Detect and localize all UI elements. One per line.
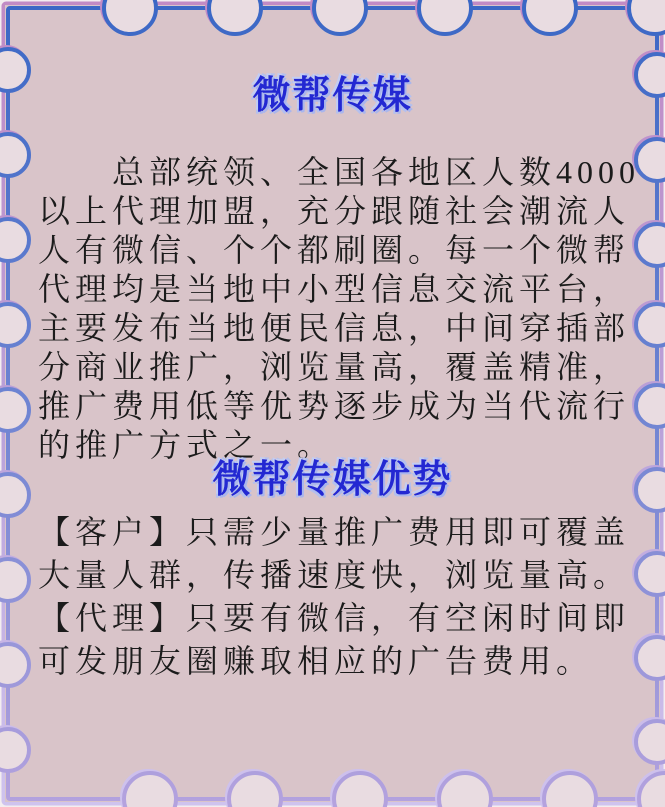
text-line: 可发朋友圈赚取相应的广告费用。 (38, 643, 594, 679)
heading-weibang-media: 微帮传媒 (252, 75, 413, 117)
text-line: 推广费用低等优势逐步成为当代流行 (38, 388, 631, 424)
text-line: 【代理】只要有微信，有空闲时间即 (38, 600, 631, 636)
text-line: 的推广方式之一。 (38, 427, 335, 463)
text-line: 总部统领、全国各地区人数4000 (112, 154, 641, 190)
text-line: 人有微信、个个都刷圈。每一个微帮 (38, 232, 631, 268)
text-line: 以上代理加盟，充分跟随社会潮流人 (38, 193, 631, 229)
text-line: 代理均是当地中小型信息交流平台， (38, 271, 631, 307)
text-line: 大量人群，传播速度快，浏览量高。 (38, 557, 631, 593)
advantages-paragraph (38, 511, 634, 683)
text-line: 主要发布当地便民信息，中间穿插部 (38, 310, 631, 346)
text-line: 【客户】只需少量推广费用即可覆盖 (38, 514, 631, 550)
heading-weibang-advantages: 微帮传媒优势 (212, 459, 453, 501)
intro-paragraph (38, 153, 641, 465)
text-line: 分商业推广，浏览量高，覆盖精准， (38, 349, 631, 385)
